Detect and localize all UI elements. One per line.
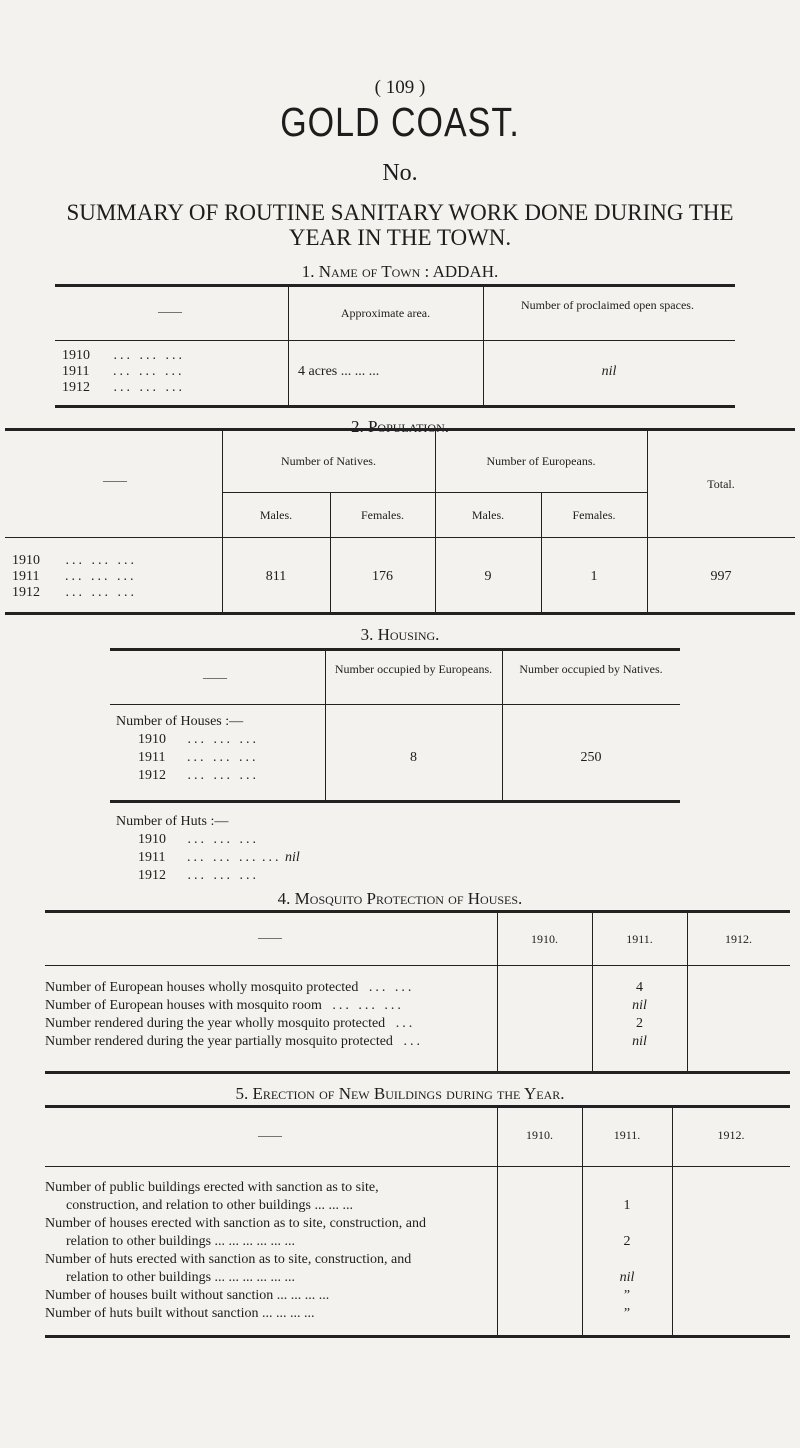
buildings-1911-value: ” (623, 1288, 631, 1303)
year-label: 1911 ... ... ... ... nil (138, 850, 300, 865)
colony-title: GOLD COAST. (280, 100, 520, 146)
table-row: Number of houses erected with sanction as to site, construction, and (45, 1216, 427, 1231)
section4-heading: 4. Mosquito Protection of Houses. (277, 889, 523, 908)
native-males-value: 811 (265, 569, 287, 584)
houses-europeans-value: 8 (410, 750, 417, 765)
year-label: 1910 ... ... ... (12, 553, 137, 568)
area-value: 4 acres ... ... ... (298, 364, 380, 379)
section2-col-total: Total. (707, 477, 735, 491)
page-title-line2: YEAR IN THE TOWN. (288, 225, 512, 250)
section3-stub: —— (203, 670, 227, 684)
table-row: Number of huts built without sanction ... ... ... ... (45, 1306, 315, 1321)
section2-col-europeans: Number of Europeans. (486, 454, 596, 468)
section3-heading: 3. Housing. (360, 625, 440, 644)
mosquito-1911-value: 4 (636, 980, 643, 995)
section1-col-area: Approximate area. (340, 306, 431, 320)
section5-stub: —— (258, 1128, 282, 1142)
table-row: Number of European houses with mosquito room ... ... ... (45, 998, 404, 1013)
native-females-value: 176 (372, 569, 393, 584)
section2-sub-native-females: Females. (361, 508, 404, 522)
table-row: relation to other buildings ... ... ... ... ... ... (66, 1234, 296, 1249)
table-row: construction, and relation to other buildings ... ... ... (66, 1198, 353, 1213)
european-females-value: 1 (590, 569, 598, 584)
section2-sub-native-males: Males. (259, 508, 293, 522)
table-row: Number of huts erected with sanction as to site, construction, and (45, 1252, 412, 1267)
year-label: 1911 ... ... ... (138, 750, 259, 765)
population-total-value: 997 (710, 569, 732, 584)
year-label: 1910 ... ... ... (138, 732, 259, 747)
section5-col-1910: 1910. (526, 1128, 553, 1142)
section3-col-natives: Number occupied by Natives. (519, 662, 663, 676)
section1-stub: —— (158, 304, 182, 318)
section2-sub-european-females: Females. (572, 508, 616, 522)
year-label: 1912 ... ... ... (138, 768, 259, 783)
section5-col-1911: 1911. (613, 1128, 641, 1142)
houses-label: Number of Houses :— (116, 714, 244, 729)
page-number: ( 109 ) (374, 77, 426, 98)
mosquito-1911-value: 2 (636, 1016, 643, 1031)
buildings-1911-value: ” (623, 1306, 631, 1321)
year-label: 1912 ... ... ... (12, 585, 137, 600)
huts-label: Number of Huts :— (116, 814, 229, 829)
year-label: 1911 ... ... ... (12, 569, 137, 584)
page-title-line1: SUMMARY OF ROUTINE SANITARY WORK DONE DURING THE (66, 200, 734, 225)
table-row: Number rendered during the year wholly mosquito protected ... (45, 1016, 416, 1031)
table-row: Number rendered during the year partially mosquito protected ... (45, 1034, 423, 1049)
buildings-1911-value: nil (619, 1270, 635, 1285)
section5-col-1912: 1912. (717, 1128, 745, 1142)
table-row: Number of European houses wholly mosquito protected ... ... (45, 980, 415, 995)
section5-heading: 5. Erection of New Buildings during the Year. (235, 1084, 565, 1103)
number-label: No. (382, 160, 418, 186)
mosquito-1911-value: nil (632, 1034, 647, 1049)
section4-col-1910: 1910. (531, 932, 558, 946)
section2-heading: 2. Population. (350, 417, 450, 436)
section3-col-europeans: Number occupied by Europeans. (334, 662, 493, 676)
section4-col-1911: 1911. (626, 932, 653, 946)
buildings-1911-value: 1 (623, 1198, 631, 1213)
section1-col-spaces: Number of proclaimed open spaces. (521, 298, 694, 312)
section2-stub: —— (103, 473, 127, 487)
buildings-1911-value: 2 (623, 1234, 631, 1249)
year-label: 1912 ... ... ... (62, 380, 185, 395)
year-label: 1911 ... ... ... (62, 364, 185, 379)
mosquito-1911-value: nil (632, 998, 647, 1013)
table-row: Number of houses built without sanction ... ... ... ... (45, 1288, 330, 1303)
section4-stub: —— (258, 930, 282, 944)
table-row: Number of public buildings erected with sanction as to site, (45, 1180, 379, 1195)
section2-col-natives: Number of Natives. (281, 454, 376, 468)
section4-col-1912: 1912. (725, 932, 752, 946)
year-label: 1910 ... ... ... (138, 832, 259, 847)
table-row: relation to other buildings ... ... ... ... ... ... (66, 1270, 296, 1285)
year-label: 1910 ... ... ... (62, 348, 185, 363)
section2-sub-european-males: Males. (471, 508, 505, 522)
year-label: 1912 ... ... ... (138, 868, 259, 883)
houses-natives-value: 250 (580, 750, 602, 765)
section1-heading: 1. Name of Town : ADDAH. (301, 262, 499, 281)
open-spaces-value: nil (601, 364, 617, 379)
european-males-value: 9 (484, 569, 492, 584)
